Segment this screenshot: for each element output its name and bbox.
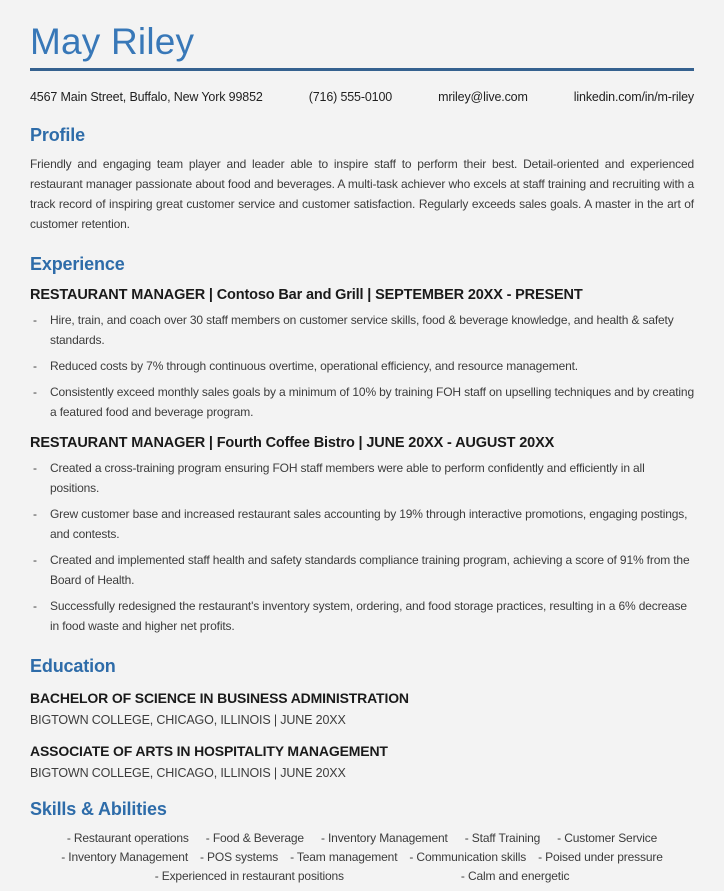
skills-row xyxy=(30,848,694,866)
degree-title: ASSOCIATE OF ARTS IN HOSPITALITY MANAGEMENT xyxy=(30,743,388,759)
profile-text: Friendly and engaging team player and leader able to inspire staff to perform their best. Detail-oriented and experienced restaurant manager passionate about food and beverages. A multi-task achiever who excels at staff training and recruiting with a track record of inspiring great customer service and customer satisfaction. Regularly exceeds sales goals. A master in the art of customer retention. xyxy=(30,157,694,231)
resume-header xyxy=(30,20,694,105)
experience-bullet: - Successfully redesigned the restaurant's inventory system, ordering, and food storage practices, resulting in a 6% decrease in food waste and higher net profits. xyxy=(30,596,694,636)
section-profile xyxy=(30,125,694,234)
skills-heading: Skills & Abilities xyxy=(30,799,167,819)
section-education xyxy=(30,656,694,781)
contact-row xyxy=(30,90,694,105)
experience-heading: Experience xyxy=(30,254,125,274)
experience-bullet: - Reduced costs by 7% through continuous overtime, operational efficiency, and resource management. xyxy=(30,356,694,376)
degrees-container xyxy=(30,690,694,781)
skill-item: - Poised under pressure xyxy=(538,848,663,866)
skill-item: - Calm and energetic xyxy=(461,867,569,885)
job-title: RESTAURANT MANAGER | Contoso Bar and Grill | SEPTEMBER 20XX - PRESENT xyxy=(30,287,583,303)
job-bullets xyxy=(30,458,694,636)
skills-row xyxy=(30,829,694,847)
skill-item: - Inventory Management xyxy=(61,848,188,866)
skill-item: - Restaurant operations xyxy=(67,829,189,847)
skill-item: - Food & Beverage xyxy=(206,829,304,847)
job-entry xyxy=(30,435,694,636)
skill-item: - Staff Training xyxy=(465,829,540,847)
contact-linkedin: linkedin.com/in/m-riley xyxy=(573,90,694,104)
section-experience xyxy=(30,254,694,636)
degree-institution: BIGTOWN COLLEGE, CHICAGO, ILLINOIS | JUNE 20XX xyxy=(30,766,346,780)
resume-name: May Riley xyxy=(30,21,195,62)
jobs-container xyxy=(30,287,694,636)
experience-bullet: - Consistently exceed monthly sales goals by a minimum of 10% by training FOH staff on upselling techniques and by creating a featured food and beverage program. xyxy=(30,382,694,422)
skill-item: - Customer Service xyxy=(557,829,657,847)
experience-bullet: - Created a cross-training program ensuring FOH staff members were able to perform confidently and efficiently in all positions. xyxy=(30,458,694,498)
skill-item: - POS systems xyxy=(200,848,278,866)
job-title: RESTAURANT MANAGER | Fourth Coffee Bistro | JUNE 20XX - AUGUST 20XX xyxy=(30,435,555,451)
job-entry xyxy=(30,287,694,422)
job-bullets xyxy=(30,310,694,422)
skills-rows xyxy=(30,829,694,885)
header-divider xyxy=(30,68,694,71)
skill-item: - Experienced in restaurant positions xyxy=(155,867,344,885)
experience-bullet: - Grew customer base and increased restaurant sales accounting by 19% through interactive promotions, engaging postings, and contests. xyxy=(30,504,694,544)
contact-address: 4567 Main Street, Buffalo, New York 99852 xyxy=(30,90,263,104)
degree-entry xyxy=(30,743,694,781)
contact-email: mriley@live.com xyxy=(438,90,528,104)
degree-entry xyxy=(30,690,694,728)
profile-heading: Profile xyxy=(30,125,85,145)
education-heading: Education xyxy=(30,656,116,676)
experience-bullet: - Created and implemented staff health and safety standards compliance training program, achieving a score of 91% from the Board of Health. xyxy=(30,550,694,590)
degree-institution: BIGTOWN COLLEGE, CHICAGO, ILLINOIS | JUNE 20XX xyxy=(30,713,346,727)
skills-row xyxy=(30,867,694,885)
experience-bullet: - Hire, train, and coach over 30 staff members on customer service skills, food & beverage knowledge, and health & safety standards. xyxy=(30,310,694,350)
skill-item: - Inventory Management xyxy=(321,829,448,847)
contact-phone: (716) 555-0100 xyxy=(308,90,393,104)
degree-title: BACHELOR OF SCIENCE IN BUSINESS ADMINISTRATION xyxy=(30,690,409,706)
skill-item: - Team management xyxy=(290,848,397,866)
section-skills xyxy=(30,799,694,885)
skill-item: - Communication skills xyxy=(409,848,526,866)
